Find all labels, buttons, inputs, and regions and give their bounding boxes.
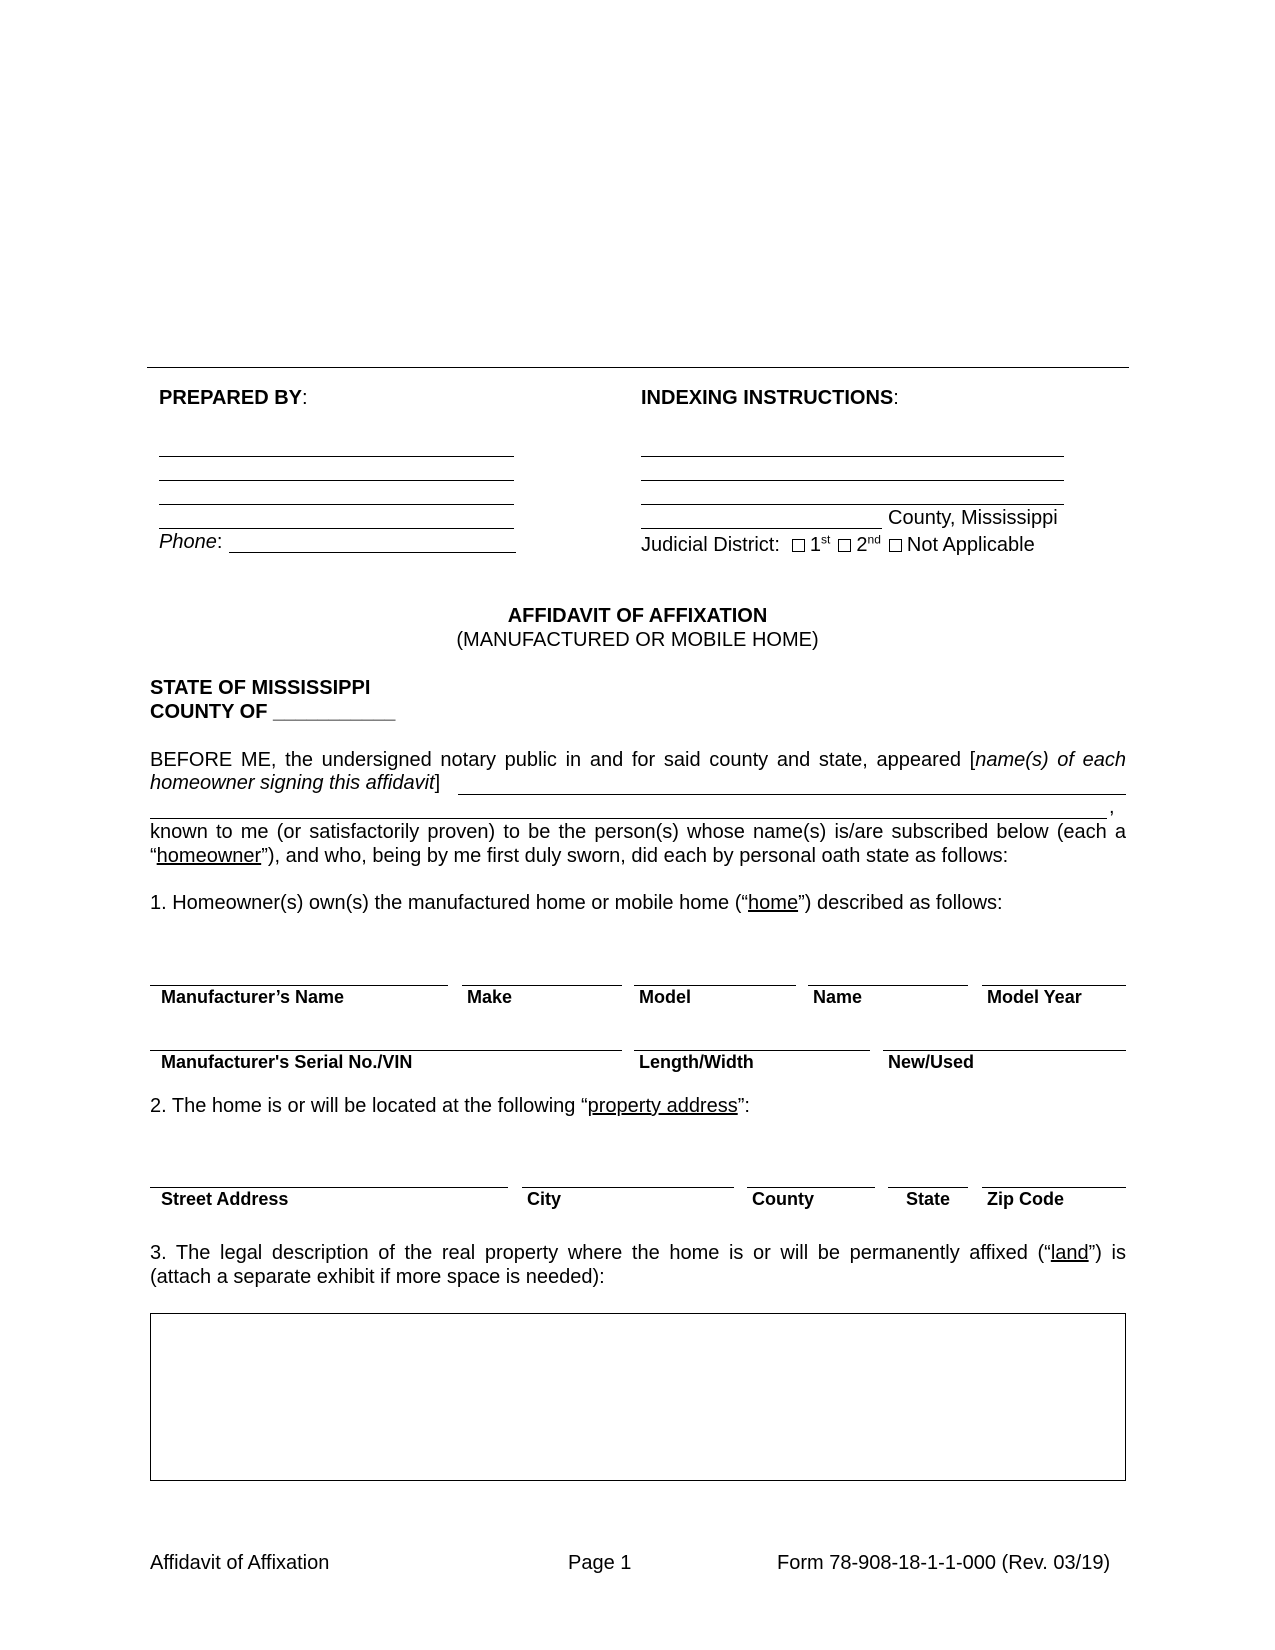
homeowner-names-field-2[interactable]	[150, 818, 1107, 819]
item-3-line-2: (attach a separate exhibit if more space is needed):	[150, 1266, 605, 1288]
document-title: AFFIDAVIT OF AFFIXATION	[507, 605, 768, 627]
item-2-text: 2. The home is or will be located at the following “property address”:	[150, 1095, 750, 1117]
intro-line-1: BEFORE ME, the undersigned notary public in and for said county and state, appeared [name(s) of each	[150, 749, 1126, 771]
intro-comma: ,	[1109, 796, 1115, 818]
street-address-field[interactable]	[150, 1187, 508, 1188]
prepared-by-line-1[interactable]	[159, 456, 514, 457]
intro-line-2: homeowner signing this affidavit]	[150, 772, 441, 794]
manufacturer-name-label: Manufacturer’s Name	[161, 987, 345, 1007]
intro-line-4: known to me (or satisfactorily proven) to be the person(s) whose name(s) is/are subscribed below (each a	[150, 821, 1126, 843]
county-label: County	[752, 1189, 814, 1209]
judicial-district-label: Judicial District:	[641, 534, 780, 556]
document-subtitle: (MANUFACTURED OR MOBILE HOME)	[456, 629, 819, 651]
street-address-label: Street Address	[161, 1189, 289, 1209]
county-name-field[interactable]	[641, 528, 882, 529]
zip-code-field[interactable]	[982, 1187, 1126, 1188]
option-2nd: 2nd	[856, 532, 881, 556]
indexing-line-1[interactable]	[641, 456, 1064, 457]
model-year-label: Model Year	[987, 987, 1082, 1007]
indexing-heading: INDEXING INSTRUCTIONS:	[641, 387, 899, 409]
indexing-line-2[interactable]	[641, 480, 1064, 481]
judicial-district	[641, 534, 1035, 557]
homeowner-names-field-1[interactable]	[458, 794, 1126, 795]
prepared-by-line-4[interactable]	[159, 528, 514, 529]
checkbox-1st[interactable]	[792, 539, 805, 552]
item-3-line-1: 3. The legal description of the real property where the home is or will be permanently affixed (“land”) is	[150, 1242, 1126, 1264]
option-1st: 1st	[809, 532, 831, 556]
checkbox-2nd[interactable]	[838, 539, 851, 552]
county-mississippi-label: County, Mississippi	[888, 507, 1058, 529]
item-1-text: 1. Homeowner(s) own(s) the manufactured home or mobile home (“home”) described as follows:	[150, 892, 1003, 914]
model-field[interactable]	[634, 985, 796, 986]
length-width-field[interactable]	[634, 1050, 870, 1051]
state-field[interactable]	[888, 1187, 968, 1188]
county-field[interactable]	[747, 1187, 875, 1188]
city-field[interactable]	[522, 1187, 734, 1188]
make-field[interactable]	[462, 985, 622, 986]
length-width-label: Length/Width	[639, 1052, 754, 1072]
venue-state: STATE OF MISSISSIPPI	[150, 677, 371, 699]
checkbox-not-applicable[interactable]	[889, 539, 902, 552]
top-divider	[147, 367, 1129, 368]
footer-form-number: Form 78-908-18-1-1-000 (Rev. 03/19)	[777, 1552, 1111, 1574]
new-used-label: New/Used	[888, 1052, 975, 1072]
prepared-by-heading: PREPARED BY:	[159, 387, 308, 409]
city-label: City	[527, 1189, 562, 1209]
state-label: State	[906, 1189, 951, 1209]
model-label: Model	[639, 987, 691, 1007]
phone-field[interactable]	[229, 552, 516, 553]
venue-county: COUNTY OF ___________	[150, 701, 396, 723]
make-label: Make	[467, 987, 513, 1007]
intro-line-5: “homeowner”), and who, being by me first duly sworn, did each by personal oath state as follows:	[150, 845, 1009, 867]
legal-description-box[interactable]	[150, 1313, 1126, 1481]
model-year-field[interactable]	[982, 985, 1126, 986]
footer-title: Affidavit of Affixation	[150, 1552, 330, 1574]
footer-page-number: Page 1	[568, 1552, 632, 1574]
new-used-field[interactable]	[883, 1050, 1126, 1051]
serial-vin-label: Manufacturer's Serial No./VIN	[161, 1052, 413, 1072]
name-field[interactable]	[808, 985, 968, 986]
option-not-applicable: Not Applicable	[906, 534, 1035, 556]
phone-label: Phone:	[159, 531, 223, 553]
manufacturer-name-field[interactable]	[150, 985, 448, 986]
serial-vin-field[interactable]	[150, 1050, 622, 1051]
prepared-by-line-3[interactable]	[159, 504, 514, 505]
zip-code-label: Zip Code	[987, 1189, 1064, 1209]
prepared-by-line-2[interactable]	[159, 480, 514, 481]
name-label: Name	[813, 987, 863, 1007]
indexing-line-3[interactable]	[641, 504, 1064, 505]
